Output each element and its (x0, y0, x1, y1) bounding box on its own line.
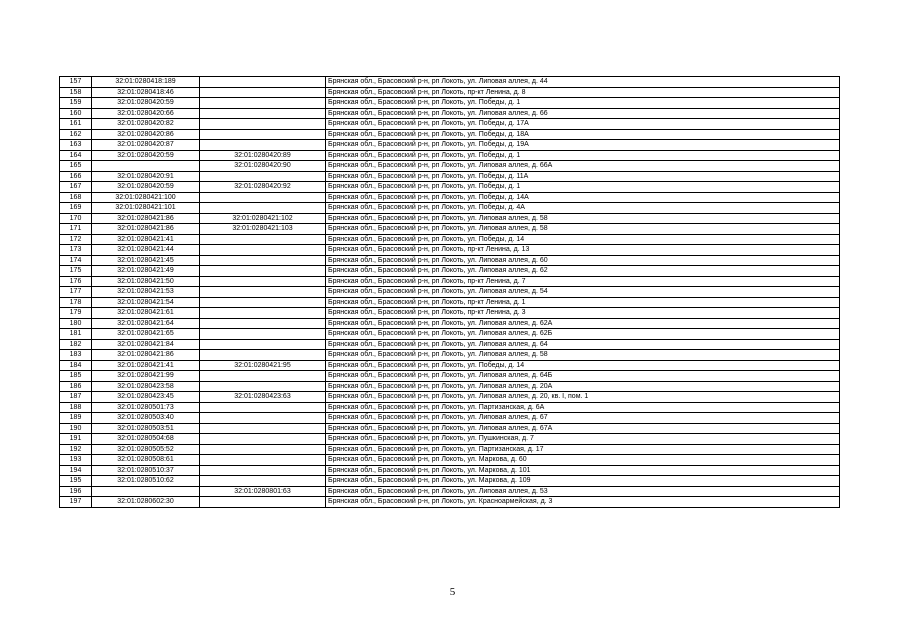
address-cell: Брянская обл., Брасовский р-н, рп Локоть, пр-кт Ленина, д. 13 (326, 245, 840, 256)
address-cell: Брянская обл., Брасовский р-н, рп Локоть, ул. Победы, д. 19А (326, 140, 840, 151)
related-cadastral-number-cell (200, 413, 326, 424)
table-row (60, 129, 840, 140)
row-number-cell: 196 (60, 486, 92, 497)
cadastral-number-cell: 32:01:0280421:84 (92, 339, 200, 350)
related-cadastral-number-cell (200, 77, 326, 88)
cadastral-number-cell: 32:01:0280421:99 (92, 371, 200, 382)
address-cell: Брянская обл., Брасовский р-н, рп Локоть, ул. Липовая аллея, д. 62А (326, 318, 840, 329)
related-cadastral-number-cell (200, 497, 326, 508)
related-cadastral-number-cell (200, 476, 326, 487)
related-cadastral-number-cell (200, 297, 326, 308)
row-number-cell: 186 (60, 381, 92, 392)
table-row (60, 150, 840, 161)
row-number-cell: 177 (60, 287, 92, 298)
row-number-cell: 181 (60, 329, 92, 340)
related-cadastral-number-cell (200, 318, 326, 329)
table-row (60, 108, 840, 119)
row-number-cell: 161 (60, 119, 92, 130)
cadastral-number-cell: 32:01:0280421:54 (92, 297, 200, 308)
cadastral-number-cell: 32:01:0280510:62 (92, 476, 200, 487)
address-cell: Брянская обл., Брасовский р-н, рп Локоть, ул. Липовая аллея, д. 54 (326, 287, 840, 298)
table-row (60, 455, 840, 466)
table-row (60, 98, 840, 109)
cadastral-number-cell: 32:01:0280420:59 (92, 182, 200, 193)
table-row (60, 371, 840, 382)
row-number-cell: 191 (60, 434, 92, 445)
cadastral-number-cell (92, 486, 200, 497)
cadastral-number-cell: 32:01:0280421:50 (92, 276, 200, 287)
address-cell: Брянская обл., Брасовский р-н, рп Локоть, ул. Липовая аллея, д. 66 (326, 108, 840, 119)
cadastral-number-cell: 32:01:0280418:46 (92, 87, 200, 98)
related-cadastral-number-cell (200, 465, 326, 476)
address-cell: Брянская обл., Брасовский р-н, рп Локоть, ул. Красноармейская, д. 3 (326, 497, 840, 508)
table-row (60, 413, 840, 424)
related-cadastral-number-cell: 32:01:0280801:63 (200, 486, 326, 497)
address-cell: Брянская обл., Брасовский р-н, рп Локоть, пр-кт Ленина, д. 1 (326, 297, 840, 308)
related-cadastral-number-cell: 32:01:0280421:102 (200, 213, 326, 224)
table-row (60, 161, 840, 172)
address-cell: Брянская обл., Брасовский р-н, рп Локоть, ул. Победы, д. 1 (326, 98, 840, 109)
row-number-cell: 167 (60, 182, 92, 193)
address-cell: Брянская обл., Брасовский р-н, рп Локоть, ул. Маркова, д. 109 (326, 476, 840, 487)
table-row (60, 329, 840, 340)
table-row (60, 381, 840, 392)
address-cell: Брянская обл., Брасовский р-н, рп Локоть, ул. Маркова, д. 60 (326, 455, 840, 466)
related-cadastral-number-cell (200, 381, 326, 392)
related-cadastral-number-cell (200, 276, 326, 287)
address-cell: Брянская обл., Брасовский р-н, рп Локоть, ул. Липовая аллея, д. 53 (326, 486, 840, 497)
row-number-cell: 184 (60, 360, 92, 371)
related-cadastral-number-cell (200, 119, 326, 130)
related-cadastral-number-cell (200, 108, 326, 119)
table-row (60, 192, 840, 203)
cadastral-number-cell: 32:01:0280508:61 (92, 455, 200, 466)
address-cell: Брянская обл., Брасовский р-н, рп Локоть, ул. Партизанская, д. 17 (326, 444, 840, 455)
row-number-cell: 188 (60, 402, 92, 413)
address-cell: Брянская обл., Брасовский р-н, рп Локоть, ул. Победы, д. 4А (326, 203, 840, 214)
table-body (60, 77, 840, 508)
row-number-cell: 190 (60, 423, 92, 434)
address-cell: Брянская обл., Брасовский р-н, рп Локоть, ул. Липовая аллея, д. 20, кв. I, пом. 1 (326, 392, 840, 403)
related-cadastral-number-cell (200, 234, 326, 245)
cadastral-number-cell: 32:01:0280504:68 (92, 434, 200, 445)
table-row (60, 213, 840, 224)
cadastral-number-cell: 32:01:0280420:82 (92, 119, 200, 130)
row-number-cell: 174 (60, 255, 92, 266)
related-cadastral-number-cell: 32:01:0280421:95 (200, 360, 326, 371)
address-cell: Брянская обл., Брасовский р-н, рп Локоть, ул. Победы, д. 1 (326, 182, 840, 193)
address-cell: Брянская обл., Брасовский р-н, рп Локоть, ул. Липовая аллея, д. 62 (326, 266, 840, 277)
cadastral-number-cell: 32:01:0280420:91 (92, 171, 200, 182)
row-number-cell: 175 (60, 266, 92, 277)
address-cell: Брянская обл., Брасовский р-н, рп Локоть, ул. Победы, д. 11А (326, 171, 840, 182)
cadastral-number-cell: 32:01:0280421:86 (92, 224, 200, 235)
table-row (60, 203, 840, 214)
row-number-cell: 179 (60, 308, 92, 319)
cadastral-number-cell: 32:01:0280418:189 (92, 77, 200, 88)
row-number-cell: 176 (60, 276, 92, 287)
cadastral-number-cell: 32:01:0280423:45 (92, 392, 200, 403)
address-cell: Брянская обл., Брасовский р-н, рп Локоть, ул. Партизанская, д. 6А (326, 402, 840, 413)
address-cell: Брянская обл., Брасовский р-н, рп Локоть, ул. Победы, д. 14 (326, 234, 840, 245)
cadastral-number-cell: 32:01:0280420:86 (92, 129, 200, 140)
row-number-cell: 183 (60, 350, 92, 361)
related-cadastral-number-cell (200, 98, 326, 109)
row-number-cell: 168 (60, 192, 92, 203)
table-row (60, 182, 840, 193)
row-number-cell: 170 (60, 213, 92, 224)
related-cadastral-number-cell (200, 87, 326, 98)
address-cell: Брянская обл., Брасовский р-н, рп Локоть, ул. Победы, д. 14А (326, 192, 840, 203)
row-number-cell: 185 (60, 371, 92, 382)
address-cell: Брянская обл., Брасовский р-н, рп Локоть, ул. Победы, д. 17А (326, 119, 840, 130)
row-number-cell: 182 (60, 339, 92, 350)
table-row (60, 434, 840, 445)
table-row (60, 119, 840, 130)
table-row (60, 245, 840, 256)
row-number-cell: 195 (60, 476, 92, 487)
related-cadastral-number-cell: 32:01:0280423:63 (200, 392, 326, 403)
cadastral-number-cell: 32:01:0280503:51 (92, 423, 200, 434)
table-row (60, 171, 840, 182)
address-cell: Брянская обл., Брасовский р-н, рп Локоть, ул. Липовая аллея, д. 60 (326, 255, 840, 266)
cadastral-number-cell: 32:01:0280421:86 (92, 350, 200, 361)
related-cadastral-number-cell (200, 287, 326, 298)
address-cell: Брянская обл., Брасовский р-н, рп Локоть, ул. Липовая аллея, д. 67 (326, 413, 840, 424)
related-cadastral-number-cell (200, 455, 326, 466)
table-row (60, 402, 840, 413)
address-cell: Брянская обл., Брасовский р-н, рп Локоть, ул. Липовая аллея, д. 67А (326, 423, 840, 434)
address-cell: Брянская обл., Брасовский р-н, рп Локоть, ул. Победы, д. 18А (326, 129, 840, 140)
cadastral-number-cell: 32:01:0280421:45 (92, 255, 200, 266)
related-cadastral-number-cell (200, 329, 326, 340)
table-row (60, 234, 840, 245)
cadastral-number-cell: 32:01:0280421:86 (92, 213, 200, 224)
address-cell: Брянская обл., Брасовский р-н, рп Локоть, ул. Маркова, д. 101 (326, 465, 840, 476)
table-row (60, 276, 840, 287)
row-number-cell: 166 (60, 171, 92, 182)
related-cadastral-number-cell: 32:01:0280420:92 (200, 182, 326, 193)
row-number-cell: 169 (60, 203, 92, 214)
row-number-cell: 187 (60, 392, 92, 403)
table-row (60, 339, 840, 350)
address-cell: Брянская обл., Брасовский р-н, рп Локоть, пр-кт Ленина, д. 8 (326, 87, 840, 98)
table-row (60, 77, 840, 88)
address-cell: Брянская обл., Брасовский р-н, рп Локоть, ул. Победы, д. 14 (326, 360, 840, 371)
row-number-cell: 162 (60, 129, 92, 140)
table-row (60, 308, 840, 319)
table-row (60, 360, 840, 371)
address-cell: Брянская обл., Брасовский р-н, рп Локоть, ул. Победы, д. 1 (326, 150, 840, 161)
related-cadastral-number-cell (200, 371, 326, 382)
cadastral-number-cell: 32:01:0280503:40 (92, 413, 200, 424)
row-number-cell: 192 (60, 444, 92, 455)
row-number-cell: 171 (60, 224, 92, 235)
related-cadastral-number-cell (200, 245, 326, 256)
address-cell: Брянская обл., Брасовский р-н, рп Локоть, ул. Липовая аллея, д. 58 (326, 224, 840, 235)
row-number-cell: 189 (60, 413, 92, 424)
row-number-cell: 197 (60, 497, 92, 508)
cadastral-number-cell: 32:01:0280510:37 (92, 465, 200, 476)
related-cadastral-number-cell (200, 255, 326, 266)
table-row (60, 423, 840, 434)
cadastral-number-cell: 32:01:0280421:49 (92, 266, 200, 277)
cadastral-number-cell: 32:01:0280421:41 (92, 360, 200, 371)
related-cadastral-number-cell (200, 266, 326, 277)
cadastral-number-cell (92, 161, 200, 172)
cadastral-number-cell: 32:01:0280420:87 (92, 140, 200, 151)
table-row (60, 224, 840, 235)
cadastral-number-cell: 32:01:0280420:59 (92, 98, 200, 109)
related-cadastral-number-cell (200, 434, 326, 445)
address-cell: Брянская обл., Брасовский р-н, рп Локоть, ул. Липовая аллея, д. 66А (326, 161, 840, 172)
address-cell: Брянская обл., Брасовский р-н, рп Локоть, пр-кт Ленина, д. 7 (326, 276, 840, 287)
row-number-cell: 180 (60, 318, 92, 329)
table-row (60, 392, 840, 403)
cadastral-number-cell: 32:01:0280421:61 (92, 308, 200, 319)
table-row (60, 140, 840, 151)
address-cell: Брянская обл., Брасовский р-н, рп Локоть, пр-кт Ленина, д. 3 (326, 308, 840, 319)
related-cadastral-number-cell (200, 339, 326, 350)
table-row (60, 497, 840, 508)
related-cadastral-number-cell: 32:01:0280420:89 (200, 150, 326, 161)
table-row (60, 486, 840, 497)
page-number: 5 (449, 586, 456, 598)
address-cell: Брянская обл., Брасовский р-н, рп Локоть, ул. Липовая аллея, д. 58 (326, 350, 840, 361)
related-cadastral-number-cell: 32:01:0280420:90 (200, 161, 326, 172)
address-cell: Брянская обл., Брасовский р-н, рп Локоть, ул. Липовая аллея, д. 58 (326, 213, 840, 224)
row-number-cell: 172 (60, 234, 92, 245)
table-row (60, 465, 840, 476)
row-number-cell: 173 (60, 245, 92, 256)
table-row (60, 297, 840, 308)
related-cadastral-number-cell (200, 192, 326, 203)
address-cell: Брянская обл., Брасовский р-н, рп Локоть, ул. Липовая аллея, д. 64 (326, 339, 840, 350)
address-cell: Брянская обл., Брасовский р-н, рп Локоть, ул. Липовая аллея, д. 64Б (326, 371, 840, 382)
related-cadastral-number-cell (200, 308, 326, 319)
cadastral-number-cell: 32:01:0280423:58 (92, 381, 200, 392)
cadastral-number-cell: 32:01:0280421:101 (92, 203, 200, 214)
row-number-cell: 164 (60, 150, 92, 161)
cadastral-number-cell: 32:01:0280505:52 (92, 444, 200, 455)
cadastral-number-cell: 32:01:0280602:30 (92, 497, 200, 508)
row-number-cell: 157 (60, 77, 92, 88)
table-row (60, 266, 840, 277)
table-row (60, 287, 840, 298)
related-cadastral-number-cell (200, 444, 326, 455)
related-cadastral-number-cell (200, 171, 326, 182)
cadastral-number-cell: 32:01:0280421:41 (92, 234, 200, 245)
row-number-cell: 158 (60, 87, 92, 98)
related-cadastral-number-cell (200, 423, 326, 434)
table-row (60, 87, 840, 98)
address-cell: Брянская обл., Брасовский р-н, рп Локоть, ул. Липовая аллея, д. 44 (326, 77, 840, 88)
related-cadastral-number-cell (200, 140, 326, 151)
row-number-cell: 194 (60, 465, 92, 476)
row-number-cell: 193 (60, 455, 92, 466)
related-cadastral-number-cell (200, 350, 326, 361)
row-number-cell: 160 (60, 108, 92, 119)
related-cadastral-number-cell (200, 203, 326, 214)
table-row (60, 350, 840, 361)
related-cadastral-number-cell (200, 129, 326, 140)
cadastral-table (59, 76, 840, 508)
table-row (60, 444, 840, 455)
related-cadastral-number-cell: 32:01:0280421:103 (200, 224, 326, 235)
table-row (60, 255, 840, 266)
cadastral-number-cell: 32:01:0280421:44 (92, 245, 200, 256)
row-number-cell: 165 (60, 161, 92, 172)
cadastral-number-cell: 32:01:0280420:59 (92, 150, 200, 161)
related-cadastral-number-cell (200, 402, 326, 413)
table-row (60, 476, 840, 487)
address-cell: Брянская обл., Брасовский р-н, рп Локоть, ул. Пушкинская, д. 7 (326, 434, 840, 445)
cadastral-number-cell: 32:01:0280421:53 (92, 287, 200, 298)
cadastral-number-cell: 32:01:0280420:66 (92, 108, 200, 119)
row-number-cell: 159 (60, 98, 92, 109)
cadastral-number-cell: 32:01:0280501:73 (92, 402, 200, 413)
cadastral-number-cell: 32:01:0280421:65 (92, 329, 200, 340)
table-row (60, 318, 840, 329)
cadastral-number-cell: 32:01:0280421:100 (92, 192, 200, 203)
cadastral-number-cell: 32:01:0280421:64 (92, 318, 200, 329)
row-number-cell: 163 (60, 140, 92, 151)
address-cell: Брянская обл., Брасовский р-н, рп Локоть, ул. Липовая аллея, д. 20А (326, 381, 840, 392)
address-cell: Брянская обл., Брасовский р-н, рп Локоть, ул. Липовая аллея, д. 62Б (326, 329, 840, 340)
row-number-cell: 178 (60, 297, 92, 308)
